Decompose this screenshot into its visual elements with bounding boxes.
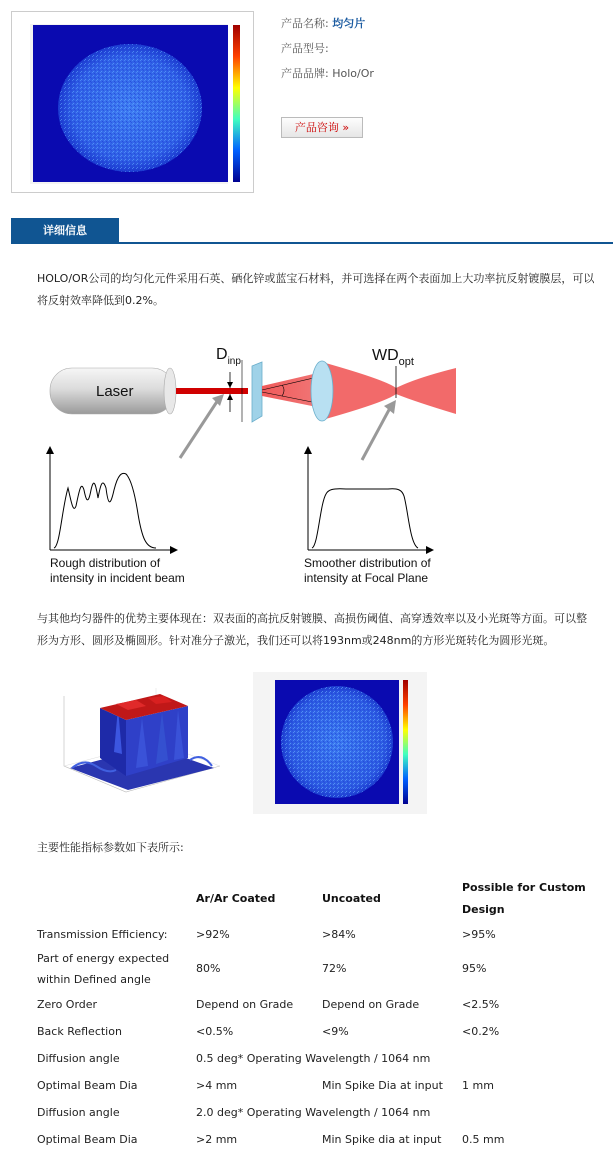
spec-value-span: 0.5 deg* Operating Wavelength / 1064 nm bbox=[196, 1052, 431, 1065]
pointer-arrow-left bbox=[180, 394, 224, 458]
spec-label: Diffusion angle bbox=[37, 1052, 120, 1065]
dinp-label bbox=[216, 346, 241, 367]
rough-caption-line1: Rough distribution of bbox=[50, 556, 161, 570]
pointer-arrow-right bbox=[362, 400, 396, 460]
laser-label: Laser bbox=[96, 383, 134, 400]
table-row bbox=[37, 946, 597, 991]
spec-value: <0.2% bbox=[462, 1024, 500, 1038]
wdopt-sub: opt bbox=[398, 356, 414, 368]
spec-value: Min Spike Dia at input bbox=[322, 1079, 443, 1092]
spec-value: Min Spike dia at input bbox=[322, 1133, 442, 1146]
spec-value: >92% bbox=[196, 927, 230, 941]
detail-tab-bar bbox=[11, 218, 613, 244]
specs-header-row bbox=[37, 876, 597, 922]
table-row bbox=[37, 991, 597, 1017]
spec-label: Optimal Beam Dia bbox=[37, 1133, 138, 1146]
spec-label: Zero Order bbox=[37, 997, 98, 1011]
product-model-label: 产品型号: bbox=[281, 42, 329, 55]
table-row bbox=[37, 1072, 597, 1099]
specs-table bbox=[37, 876, 597, 1153]
product-model-row bbox=[281, 39, 374, 64]
product-info bbox=[281, 14, 374, 89]
wdopt-main: WD bbox=[372, 347, 399, 364]
spec-value: 0.5 mm bbox=[462, 1133, 505, 1146]
product-name-label: 产品名称: bbox=[281, 17, 329, 30]
homogenizer-diagram bbox=[36, 338, 466, 588]
product-consult-button[interactable]: 产品咨询 » bbox=[281, 117, 363, 138]
spec-value: 95% bbox=[462, 962, 487, 975]
table-row bbox=[37, 1099, 597, 1126]
product-name-row bbox=[281, 14, 374, 39]
smooth-caption-line2: intensity at Focal Plane bbox=[304, 571, 429, 585]
spec-label: Diffusion angle bbox=[37, 1106, 120, 1119]
circular-beam-svg bbox=[253, 672, 427, 814]
spec-value-span: 2.0 deg* Operating Wavelength / 1064 nm bbox=[196, 1106, 431, 1119]
spec-value: 80% bbox=[196, 962, 221, 975]
product-brand-value: Holo/Or bbox=[332, 67, 374, 80]
table-row bbox=[37, 922, 597, 946]
wdopt-label bbox=[372, 347, 414, 368]
product-brand-label: 产品品牌: bbox=[281, 67, 329, 80]
spec-value: Depend on Grade bbox=[322, 997, 420, 1011]
specs-header-coated: Ar/Ar Coated bbox=[196, 892, 276, 905]
dinp-main: D bbox=[216, 346, 228, 363]
focusing-lens bbox=[311, 361, 333, 421]
table-row bbox=[37, 1126, 597, 1153]
tab-detail-info[interactable]: 详细信息 bbox=[11, 218, 119, 244]
specs-header-custom: Possible for Custom Design bbox=[462, 881, 586, 916]
spec-label: Back Reflection bbox=[37, 1024, 122, 1038]
intro-paragraph: HOLO/OR公司的均匀化元件采用石英、硒化锌或蓝宝石材料，并可选择在两个表面加上大功率抗反射镀膜层，可以将反射效率降低到0.2%。 bbox=[37, 272, 595, 307]
spec-value: Depend on Grade bbox=[196, 997, 294, 1011]
spec-label: Part of energy expected within Defined angle bbox=[37, 951, 170, 986]
specs-header-blank bbox=[37, 876, 196, 922]
table-intro: 主要性能指标参数如下表所示: bbox=[37, 841, 184, 854]
beam-profile-image bbox=[12, 12, 255, 194]
spec-value: 1 mm bbox=[462, 1079, 494, 1092]
dinp-sub: inp bbox=[227, 356, 241, 367]
spec-value: <0.5% bbox=[196, 1024, 234, 1038]
product-image[interactable] bbox=[11, 11, 254, 193]
homogenizer-plate bbox=[252, 362, 262, 422]
spec-value: >95% bbox=[462, 927, 496, 941]
spec-value: >4 mm bbox=[196, 1079, 238, 1092]
rough-distribution-plot bbox=[46, 446, 178, 554]
specs-header-uncoated: Uncoated bbox=[322, 892, 381, 905]
spec-value: >84% bbox=[322, 927, 356, 941]
table-row bbox=[37, 1017, 597, 1045]
spec-value: <2.5% bbox=[462, 997, 500, 1011]
spec-value: >2 mm bbox=[196, 1133, 238, 1146]
table-row bbox=[37, 1045, 597, 1072]
spec-label: Optimal Beam Dia bbox=[37, 1079, 138, 1092]
smooth-caption-line1: Smoother distribution of bbox=[304, 556, 431, 570]
product-brand-row bbox=[281, 64, 374, 89]
spec-label: Transmission Efficiency: bbox=[37, 927, 168, 941]
product-name-value[interactable]: 均匀片 bbox=[332, 17, 366, 30]
smooth-distribution-plot bbox=[304, 446, 434, 554]
circular-beam-image bbox=[253, 672, 427, 814]
input-beam bbox=[176, 388, 248, 394]
spec-value: 72% bbox=[322, 962, 347, 975]
rough-caption-line2: intensity in incident beam bbox=[50, 571, 185, 585]
advantages-paragraph: 与其他均匀器件的优势主要体现在：双表面的高抗反射镀膜、高损伤阈值、高穿透效率以及小光斑等方面。可以整形为方形、圆形及椭圆形。针对准分子激光，我们还可以将193nm或248nm的方形光斑转化为圆形光斑。 bbox=[37, 612, 587, 647]
spec-value: <9% bbox=[322, 1024, 349, 1038]
surface-plot-3d bbox=[56, 688, 226, 800]
